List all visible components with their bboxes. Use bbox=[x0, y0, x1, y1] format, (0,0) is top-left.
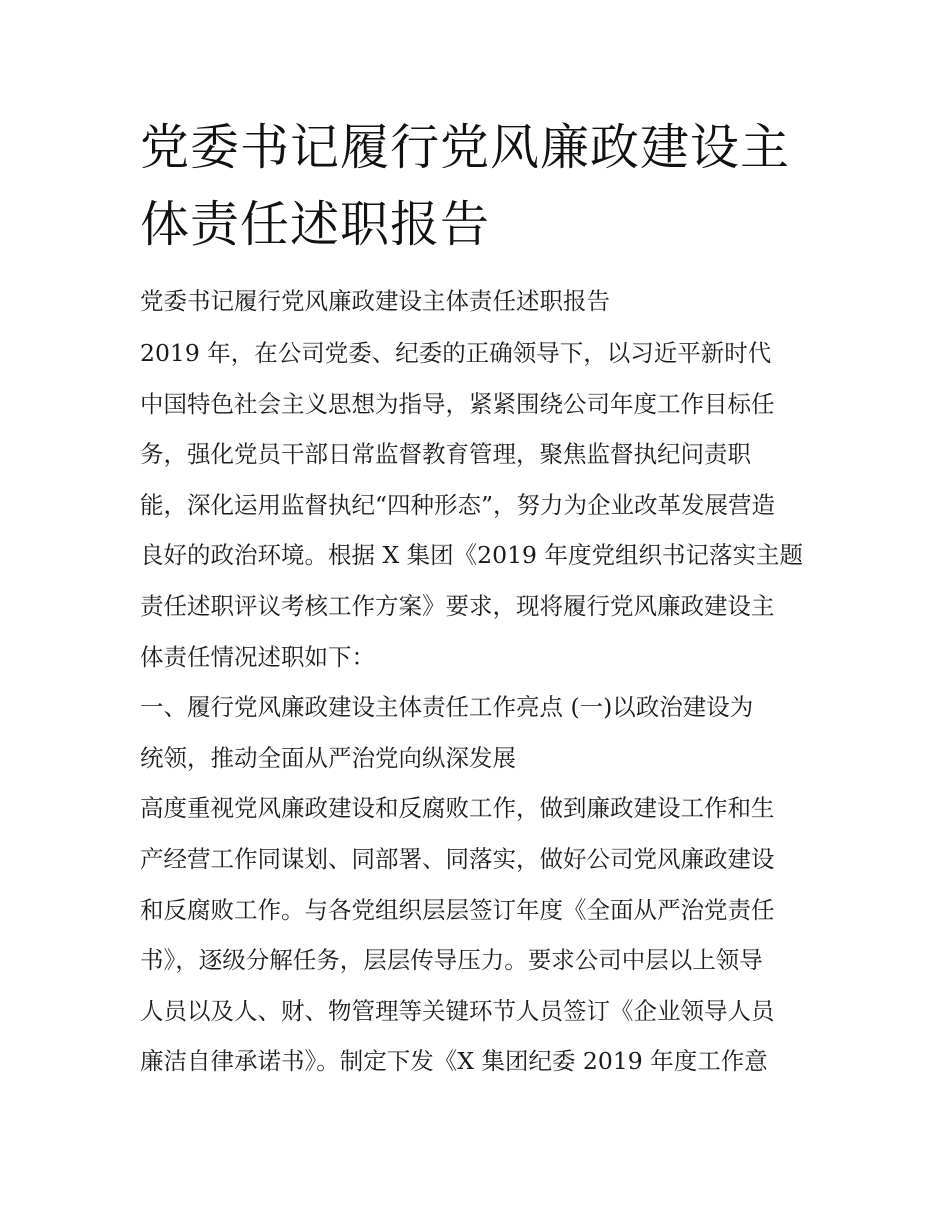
body-line-13: 和反腐败工作。与各党组织层层签订年度《全面从严治党责任 bbox=[140, 896, 775, 924]
body-line-11: 高度重视党风廉政建设和反腐败工作，做到廉政建设工作和生 bbox=[140, 794, 775, 822]
body-line-8: 体责任情况述职如下： bbox=[140, 643, 375, 671]
body-line-7: 责任述职评议考核工作方案》要求，现将履行党风廉政建设主 bbox=[140, 592, 775, 620]
body-line-14: 书》，逐级分解任务，层层传导压力。要求公司中层以上领导 bbox=[140, 946, 763, 974]
body-line-16: 廉洁自律承诺书》。制定下发《X 集团纪委 2019 年度工作意 bbox=[140, 1047, 768, 1075]
body-line-2: 2019 年，在公司党委、纪委的正确领导下，以习近平新时代 bbox=[140, 339, 772, 367]
body-line-1: 党委书记履行党风廉政建设主体责任述职报告 bbox=[140, 287, 610, 315]
body-line-12: 产经营工作同谋划、同部署、同落实，做好公司党风廉政建设 bbox=[140, 845, 775, 873]
document-title-line-2: 体责任述职报告 bbox=[140, 196, 491, 253]
body-line-5: 能，深化运用监督执纪“四种形态”，努力为企业改革发展营造 bbox=[140, 491, 776, 519]
body-line-3: 中国特色社会主义思想为指导，紧紧围绕公司年度工作目标任 bbox=[140, 390, 775, 418]
document-title-line-1: 党委书记履行党风廉政建设主 bbox=[140, 119, 791, 176]
body-line-9: 一、履行党风廉政建设主体责任工作亮点 (一)以政治建设为 bbox=[140, 693, 754, 721]
body-line-10: 统领，推动全面从严治党向纵深发展 bbox=[140, 744, 516, 772]
body-line-4: 务，强化党员干部日常监督教育管理，聚焦监督执纪问责职 bbox=[140, 440, 751, 468]
body-line-6: 良好的政治环境。根据 X 集团《2019 年度党组织书记落实主题 bbox=[140, 541, 803, 569]
body-line-15: 人员以及人、财、物管理等关键环节人员签订《企业领导人员 bbox=[140, 997, 775, 1025]
